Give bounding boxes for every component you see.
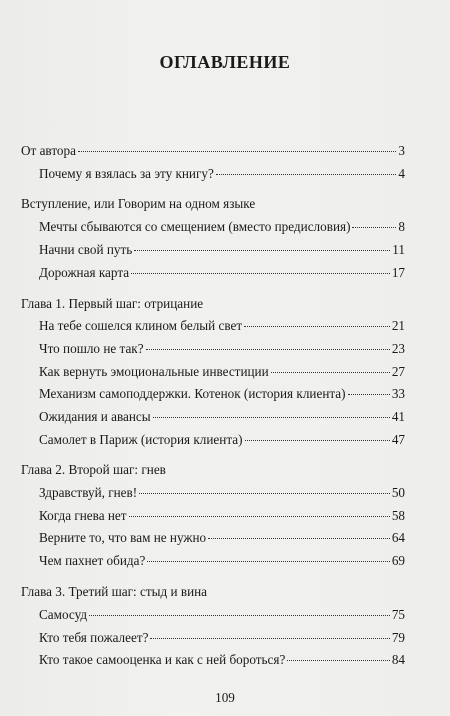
page-number: 109	[215, 690, 235, 705]
entry-title: Самосуд	[39, 607, 88, 622]
toc-entry	[39, 607, 405, 623]
entry-page: 8	[398, 219, 405, 234]
entry-page: 75	[391, 607, 405, 622]
toc-entry	[39, 364, 405, 380]
toc-entry	[39, 265, 405, 281]
entry-page: 64	[391, 530, 405, 545]
entry-title: Здравствуй, гнев!	[39, 485, 138, 500]
dot-leader	[271, 372, 390, 373]
dot-leader	[348, 394, 390, 395]
dot-leader	[352, 227, 396, 228]
entry-title: Когда гнева нет	[39, 508, 127, 523]
toc-entry	[39, 341, 405, 357]
dot-leader	[131, 273, 390, 274]
entry-page: 84	[391, 652, 405, 667]
dot-leader	[208, 538, 390, 539]
toc-entry	[39, 242, 405, 258]
entry-page: 47	[391, 432, 405, 447]
entry-title: Верните то, что вам не нужно	[39, 530, 207, 545]
dot-leader	[89, 615, 390, 616]
toc-entry	[21, 143, 405, 159]
entry-title: Как вернуть эмоциональные инвестиции	[39, 364, 269, 379]
toc-entry	[39, 409, 405, 425]
toc-entry	[39, 166, 405, 182]
dot-leader	[150, 638, 389, 639]
dot-leader	[244, 326, 390, 327]
entry-title: На тебе сошелся клином белый свет	[39, 318, 243, 333]
entry-title: Кто тебя пожалеет?	[39, 630, 149, 645]
dot-leader	[134, 250, 390, 251]
toc-entry	[39, 318, 405, 334]
entry-page: 11	[392, 242, 405, 257]
entry-title: Начни свой путь	[39, 242, 133, 257]
dot-leader	[139, 493, 390, 494]
entry-page: 58	[391, 508, 405, 523]
entry-page: 23	[391, 341, 405, 356]
toc-entry	[39, 485, 405, 501]
dot-leader	[129, 516, 390, 517]
dot-leader	[216, 174, 397, 175]
dot-leader	[78, 151, 396, 152]
dot-leader	[287, 660, 389, 661]
dot-leader	[147, 561, 389, 562]
chapter-heading: Глава 3. Третий шаг: стыд и вина	[21, 584, 208, 599]
toc-entry	[39, 630, 405, 646]
toc-entry	[39, 508, 405, 524]
entry-title: Что пошло не так?	[39, 341, 144, 356]
entry-title: Ожидания и авансы	[39, 409, 151, 424]
chapter-heading: Глава 1. Первый шаг: отрицание	[21, 296, 204, 311]
entry-page: 21	[391, 318, 405, 333]
entry-page: 27	[391, 364, 405, 379]
entry-page: 17	[391, 265, 405, 280]
entry-title: Дорожная карта	[39, 265, 130, 280]
entry-page: 33	[391, 386, 405, 401]
entry-page: 3	[398, 143, 405, 158]
toc-entry	[39, 553, 405, 569]
entry-title: Кто такое самооценка и как с ней бороться?	[39, 652, 286, 667]
entry-page: 4	[398, 166, 405, 181]
chapter-heading: Глава 2. Второй шаг: гнев	[21, 462, 166, 477]
dot-leader	[153, 417, 390, 418]
entry-page: 79	[391, 630, 405, 645]
entry-title: Почему я взялась за эту книгу?	[39, 166, 214, 181]
entry-page: 69	[391, 553, 405, 568]
toc-entry	[39, 386, 405, 402]
entry-page: 41	[391, 409, 405, 424]
dot-leader	[245, 440, 390, 441]
entry-page: 50	[391, 485, 405, 500]
chapter-heading: Вступление, или Говорим на одном языке	[21, 196, 256, 211]
entry-title: Самолет в Париж (история клиента)	[39, 432, 243, 447]
page-title: ОГЛАВЛЕНИЕ	[159, 52, 291, 72]
entry-title: Механизм самоподдержки. Котенок (история клиента)	[39, 386, 346, 401]
dot-leader	[146, 349, 390, 350]
entry-title: Чем пахнет обида?	[39, 553, 146, 568]
toc-entry	[39, 219, 405, 235]
toc-entry	[39, 432, 405, 448]
toc-entry	[39, 652, 405, 668]
entry-title: Мечты сбываются со смещением (вместо предисловия)	[39, 219, 351, 234]
toc-entry	[39, 530, 405, 546]
entry-title: От автора	[21, 143, 76, 158]
